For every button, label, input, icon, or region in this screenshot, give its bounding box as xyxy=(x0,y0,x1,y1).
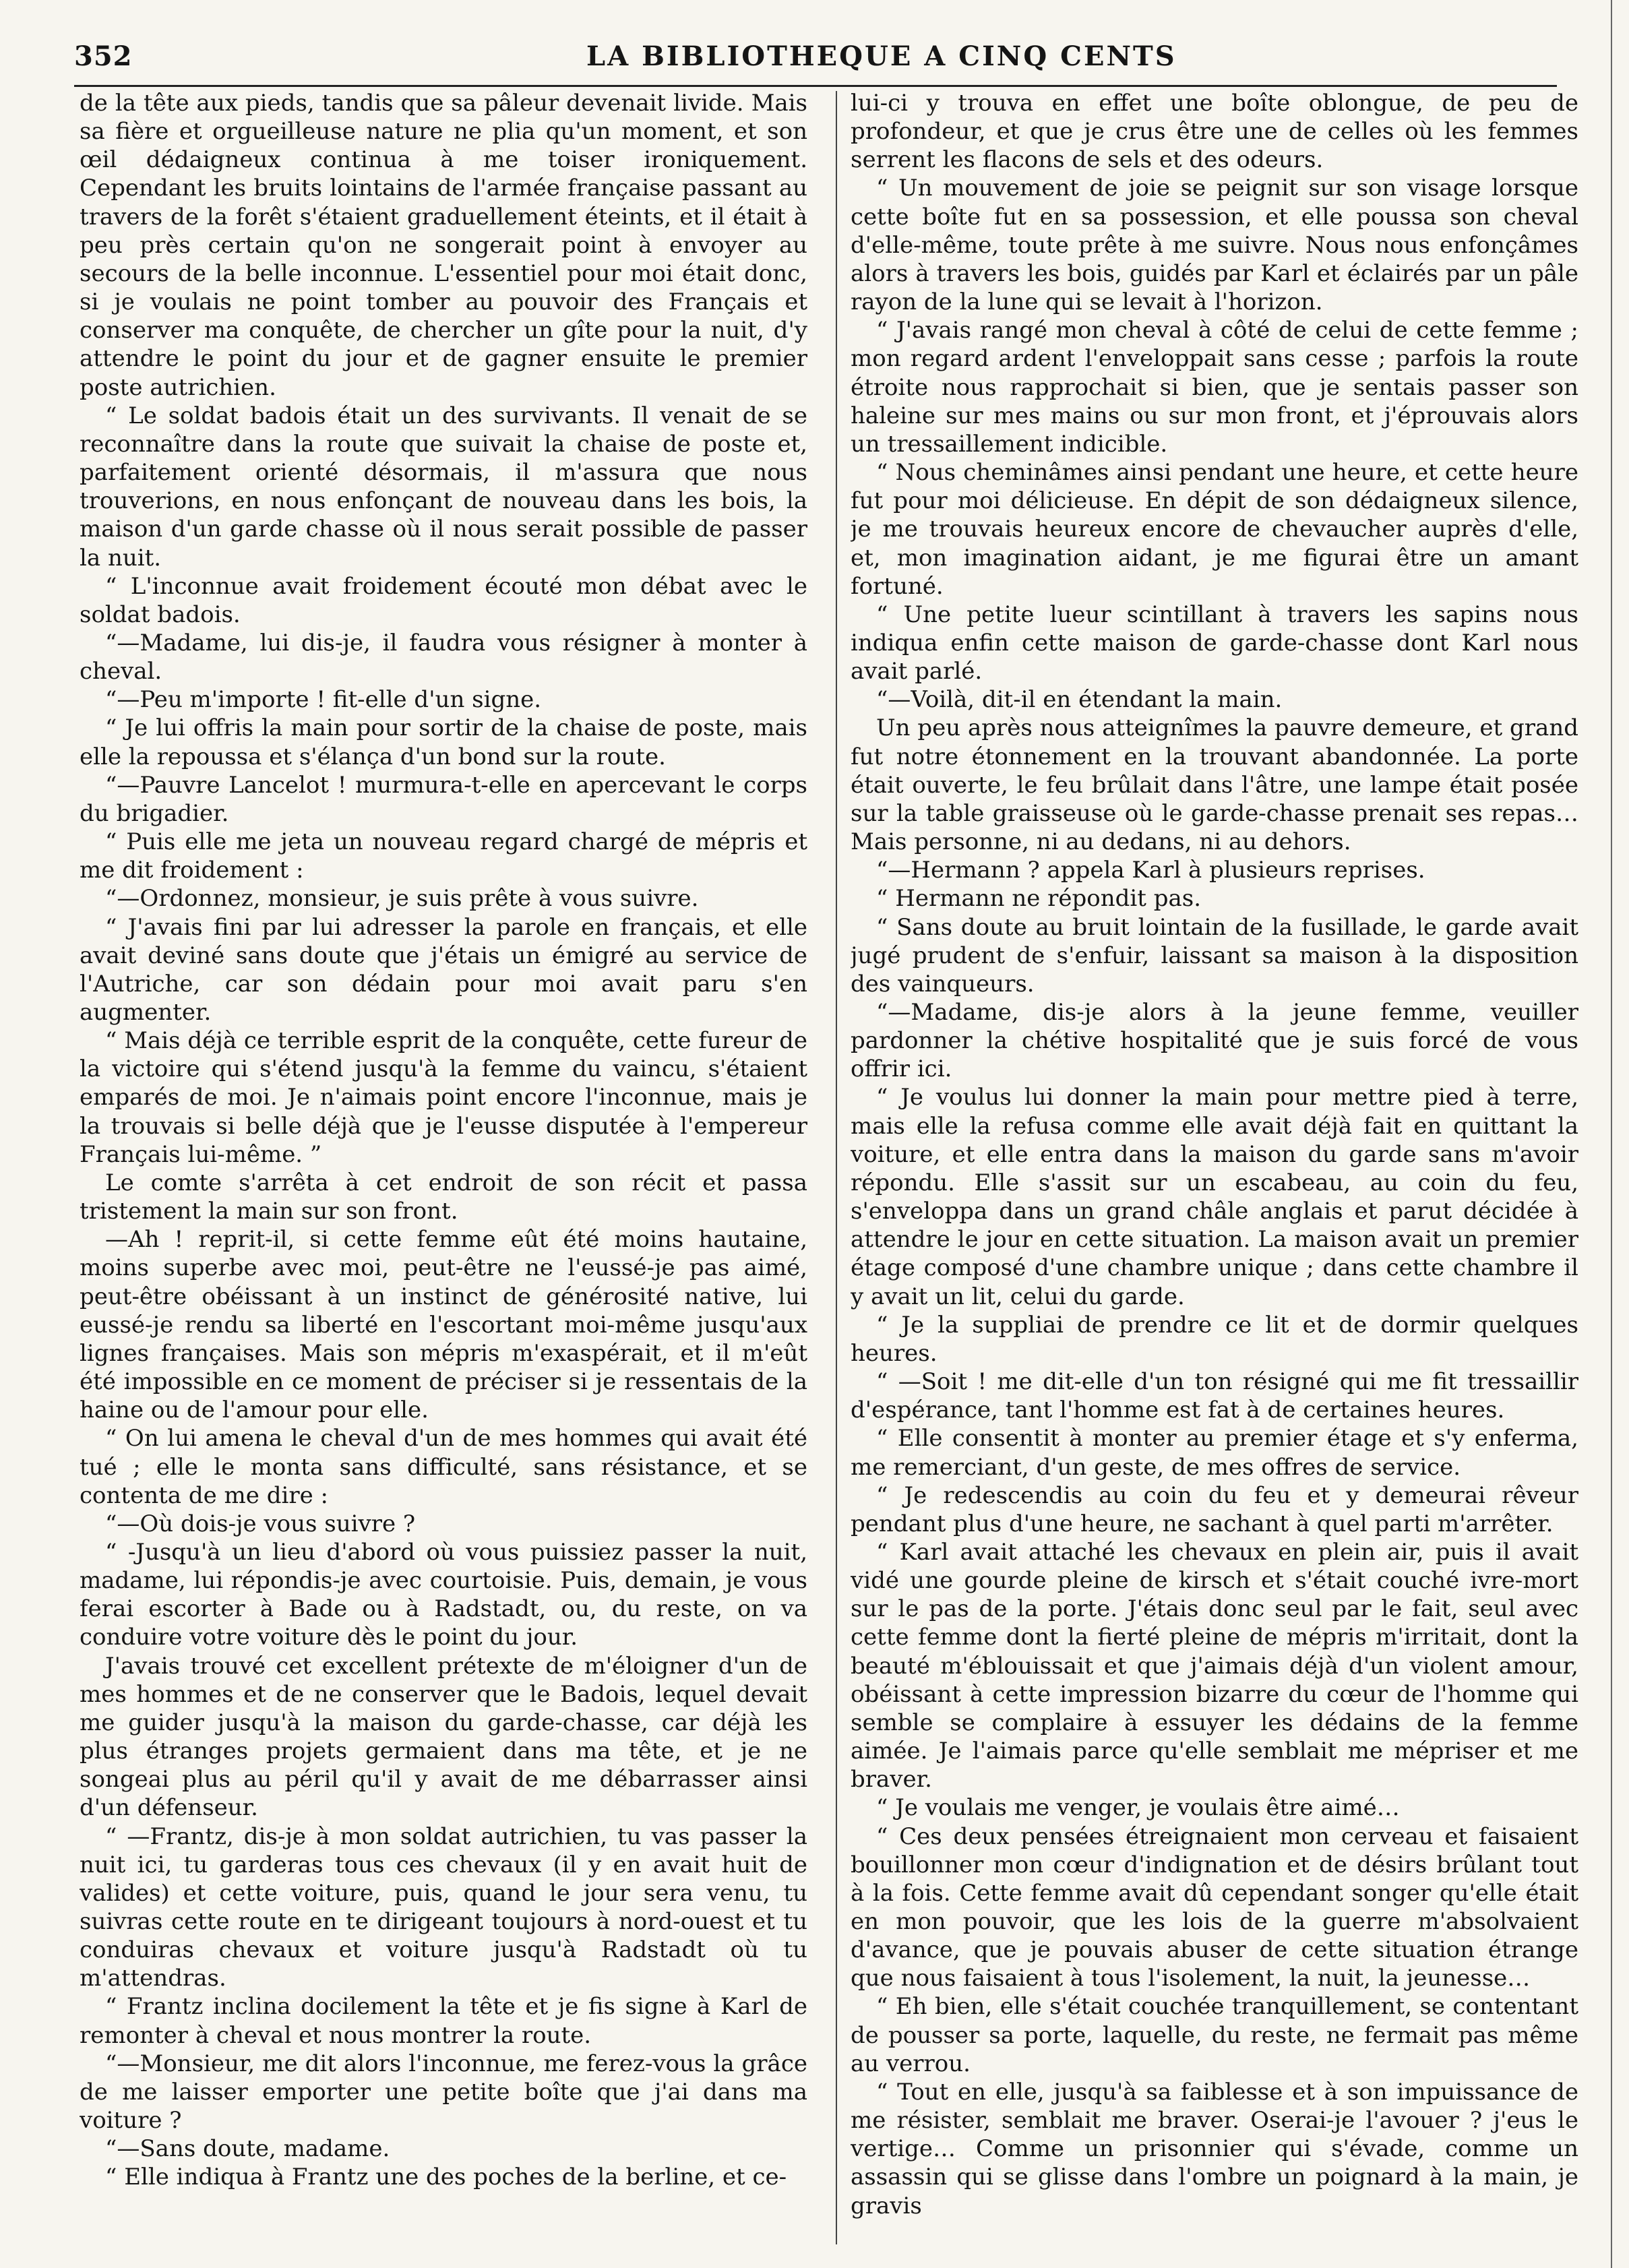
running-title: LA BIBLIOTHEQUE A CINQ CENTS xyxy=(586,40,1177,72)
paragraph: “—Voilà, dit-il en étendant la main. xyxy=(876,686,1283,714)
paragraph: “ —Frantz, dis-je à mon soldat autrichien, tu vas passer la nuit ici, tu garderas tous ces chevaux (il y en avait huit de valides) et cette voiture, puis, quand le jour sera venu, tu suivras cette route en te dirigeant toujours à nord-ouest et tu conduiras chevaux et voiture jusqu'à Radstadt où tu m'attendras. xyxy=(80,1822,807,1992)
paragraph: “ Tout en elle, jusqu'à sa faiblesse et à son impuissance de me résister, semblait me braver. Oserai-je l'avouer ? j'eus le vertige… Comme un prisonnier qui s'évade, comme un assassin qui se glisse dans l'ombre un poignard à la main, je gravis xyxy=(851,2078,1578,2219)
paragraph: Un peu après nous atteignîmes la pauvre demeure, et grand fut notre étonnement en la trouvant abandonnée. La porte était ouverte, le feu brûlait dans l'âtre, une lampe était posée sur la table graisseuse où le garde-chasse prenait ses repas… Mais personne, ni au dedans, ni au dehors. xyxy=(851,714,1578,856)
paragraph: “ Hermann ne répondit pas. xyxy=(876,885,1202,913)
paragraph: J'avais trouvé cet excellent prétexte de m'éloigner d'un de mes hommes et de ne conserver que le Badois, lequel devait me guider jusqu'à la maison du garde-chasse, car déjà les plus étranges projets germaient dans ma tête, et je ne songeai plus au péril qu'il y avait de me débarrasser ainsi d'un défenseur. xyxy=(80,1652,807,1822)
paragraph: “ Nous cheminâmes ainsi pendant une heure, et cette heure fut pour moi délicieuse. En dépit de son dédaigneux silence, je me trouvais heureux encore de chevaucher auprès d'elle, et, mon imagination aidant, je me figurai être un amant fortuné. xyxy=(851,459,1578,600)
paragraph: “ Ces deux pensées étreignaient mon cerveau et faisaient bouillonner mon cœur d'indignation et de désirs brûlant tout à la fois. Cette femme avait dû cependant songer qu'elle était en mon pouvoir, que les lois de la guerre m'absolvaient d'avance, que je pouvais abuser de cette situation étrange que nous faisaient à tous l'isolement, la nuit, la jeunesse… xyxy=(851,1822,1578,1992)
page-number: 352 xyxy=(74,40,133,72)
paragraph: “ Le soldat badois était un des survivants. Il venait de se reconnaître dans la route que suivait la chaise de poste et, parfaitement orienté désormais, il m'assura que nous trouverions, en nous enfonçant de nouveau dans les bois, la maison d'un garde chasse où il nous serait possible de passer la nuit. xyxy=(80,402,807,572)
paragraph: “ L'inconnue avait froidement écouté mon débat avec le soldat badois. xyxy=(80,572,807,628)
paragraph: “ Puis elle me jeta un nouveau regard chargé de mépris et me dit froidement : xyxy=(80,828,807,884)
header-rule xyxy=(74,85,1557,87)
paragraph: “—Pauvre Lancelot ! murmura-t-elle en apercevant le corps du brigadier. xyxy=(80,771,807,827)
column-divider xyxy=(836,91,837,2244)
paragraph: “ —Soit ! me dit-elle d'un ton résigné qui me fit tressaillir d'espérance, tant l'homme est fat à de certaines heures. xyxy=(851,1368,1578,1424)
right-column xyxy=(851,89,1578,2246)
paragraph: —Ah ! reprit-il, si cette femme eût été moins hautaine, moins superbe avec moi, peut-être ne l'eussé-je pas aimé, peut-être obéissant à un instinct de générosité native, lui eussé-je rendu sa liberté en l'escortant moi-même jusqu'aux lignes françaises. Mais son mépris m'exaspérait, et il m'eût été impossible en ce moment de préciser si je ressentais de la haine ou de l'amour pour elle. xyxy=(80,1226,807,1424)
paragraph: “—Où dois-je vous suivre ? xyxy=(105,1510,416,1537)
paragraph: lui-ci y trouva en effet une boîte oblongue, de peu de profondeur, et que je crus être une de celles où les femmes serrent les flacons de sels et des odeurs. xyxy=(851,90,1578,174)
paragraph: “ Elle consentit à monter au premier étage et s'y enferma, me remerciant, d'un geste, de mes offres de service. xyxy=(851,1425,1578,1481)
paragraph: “ Une petite lueur scintillant à travers les sapins nous indiqua enfin cette maison de garde-chasse dont Karl nous avait parlé. xyxy=(851,601,1578,685)
page-edge-rule xyxy=(1611,0,1612,2268)
paragraph: “—Madame, dis-je alors à la jeune femme, veuiller pardonner la chétive hospitalité que je suis forcé de vous offrir ici. xyxy=(851,999,1578,1083)
paragraph: “—Sans doute, madame. xyxy=(105,2135,390,2163)
paragraph: “ Eh bien, elle s'était couchée tranquillement, se contentant de pousser sa porte, laquelle, du reste, ne fermait pas même au verrou. xyxy=(851,1993,1578,2077)
paragraph: “ Je voulus lui donner la main pour mettre pied à terre, mais elle la refusa comme elle avait déjà fait en quittant la voiture, et elle entra dans la maison du garde sans m'avoir répondu. Elle s'assit sur un escabeau, au coin du feu, s'enveloppa dans un grand châle anglais et parut décidée à attendre le jour en cette situation. La maison avait un premier étage composé d'une chambre unique ; dans cette chambre il y avait un lit, celui du garde. xyxy=(851,1084,1578,1310)
paragraph: “ Je la suppliai de prendre ce lit et de dormir quelques heures. xyxy=(851,1311,1578,1367)
paragraph: “ Je redescendis au coin du feu et y demeurai rêveur pendant plus d'une heure, ne sachant à quel parti m'arrêter. xyxy=(851,1481,1578,1537)
paragraph: “ Je voulais me venger, je voulais être aimé… xyxy=(876,1794,1400,1822)
paragraph: “ Sans doute au bruit lointain de la fusillade, le garde avait jugé prudent de s'enfuir, laissant sa maison à la disposition des vainqueurs. xyxy=(851,913,1578,998)
paragraph: “ J'avais rangé mon cheval à côté de celui de cette femme ; mon regard ardent l'enveloppait sans cesse ; parfois la route étroite nous rapprochait si bien, que je sentais passer son haleine sur mes mains ou sur mon front, et j'éprouvais alors un tressaillement indicible. xyxy=(851,317,1578,458)
paragraph: “ J'avais fini par lui adresser la parole en français, et elle avait deviné sans doute que j'étais un émigré au service de l'Autriche, car son dédain pour moi avait paru s'en augmenter. xyxy=(80,913,807,1026)
paragraph: “—Peu m'importe ! fit-elle d'un signe. xyxy=(105,686,542,714)
paragraph: “ Karl avait attaché les chevaux en plein air, puis il avait vidé une gourde pleine de kirsch et s'était couché ivre-mort sur le pas de la porte. J'étais donc seul par le fait, seul avec cette femme dont la fierté pleine de mépris m'irritait, dont la beauté m'éblouissait et que j'aimais déjà d'un violent amour, obéissant à cette impression bizarre du cœur de l'homme qui semble se complaire à essuyer les dédains de la femme aimée. Je l'aimais parce qu'elle semblait me mépriser et me braver. xyxy=(851,1538,1578,1794)
paragraph: “—Monsieur, me dit alors l'inconnue, me ferez-vous la grâce de me laisser emporter une petite boîte que j'ai dans ma voiture ? xyxy=(80,2050,807,2135)
paragraph: Le comte s'arrêta à cet endroit de son récit et passa tristement la main sur son front. xyxy=(80,1169,807,1225)
paragraph: “—Madame, lui dis-je, il faudra vous résigner à monter à cheval. xyxy=(80,629,807,685)
left-column xyxy=(80,89,807,2246)
paragraph: “—Hermann ? appela Karl à plusieurs reprises. xyxy=(876,857,1425,884)
paragraph: “ Un mouvement de joie se peignit sur son visage lorsque cette boîte fut en sa possession, et elle poussa son cheval d'elle-même, toute prête à me suivre. Nous nous enfonçâmes alors à travers les bois, guidés par Karl et éclairés par un pâle rayon de la lune qui se levait à l'horizon. xyxy=(851,175,1578,316)
paragraph: “ -Jusqu'à un lieu d'abord où vous puissiez passer la nuit, madame, lui répondis-je avec courtoisie. Puis, demain, je vous ferai escorter à Bade ou à Radstadt, ou, du reste, on va conduire votre voiture dès le point du jour. xyxy=(80,1538,807,1651)
paragraph: “ Mais déjà ce terrible esprit de la conquête, cette fureur de la victoire qui s'étend jusqu'à la femme du vaincu, s'étaient emparés de moi. Je n'aimais point encore l'inconnue, mais je la trouvais si belle déjà que je l'eusse disputée à l'empereur Français lui-même. ” xyxy=(80,1027,807,1168)
paragraph: “ Frantz inclina docilement la tête et je fis signe à Karl de remonter à cheval et nous montrer la route. xyxy=(80,1993,807,2049)
paragraph: “—Ordonnez, monsieur, je suis prête à vous suivre. xyxy=(105,885,699,913)
page-header xyxy=(74,40,1557,78)
paragraph: “ On lui amena le cheval d'un de mes hommes qui avait été tué ; elle le monta sans difficulté, sans résistance, et se contenta de me dire : xyxy=(80,1425,807,1509)
paragraph: de la tête aux pieds, tandis que sa pâleur devenait livide. Mais sa fière et orgueilleuse nature ne plia qu'un moment, et son œil dédaigneux continua à me toiser ironiquement. Cependant les bruits lointains de l'armée française passant au travers de la forêt s'étaient graduellement éteints, et il était à peu près certain qu'on ne songerait point à envoyer au secours de la belle inconnue. L'essentiel pour moi était donc, si je voulais ne point tomber au pouvoir des Français et conserver ma conquête, de chercher un gîte pour la nuit, d'y attendre le point du jour et de gagner ensuite le premier poste autrichien. xyxy=(80,90,807,401)
paragraph: “ Elle indiqua à Frantz une des poches de la berline, et ce- xyxy=(105,2164,787,2191)
paragraph: “ Je lui offris la main pour sortir de la chaise de poste, mais elle la repoussa et s'élança d'un bond sur la route. xyxy=(80,714,807,770)
